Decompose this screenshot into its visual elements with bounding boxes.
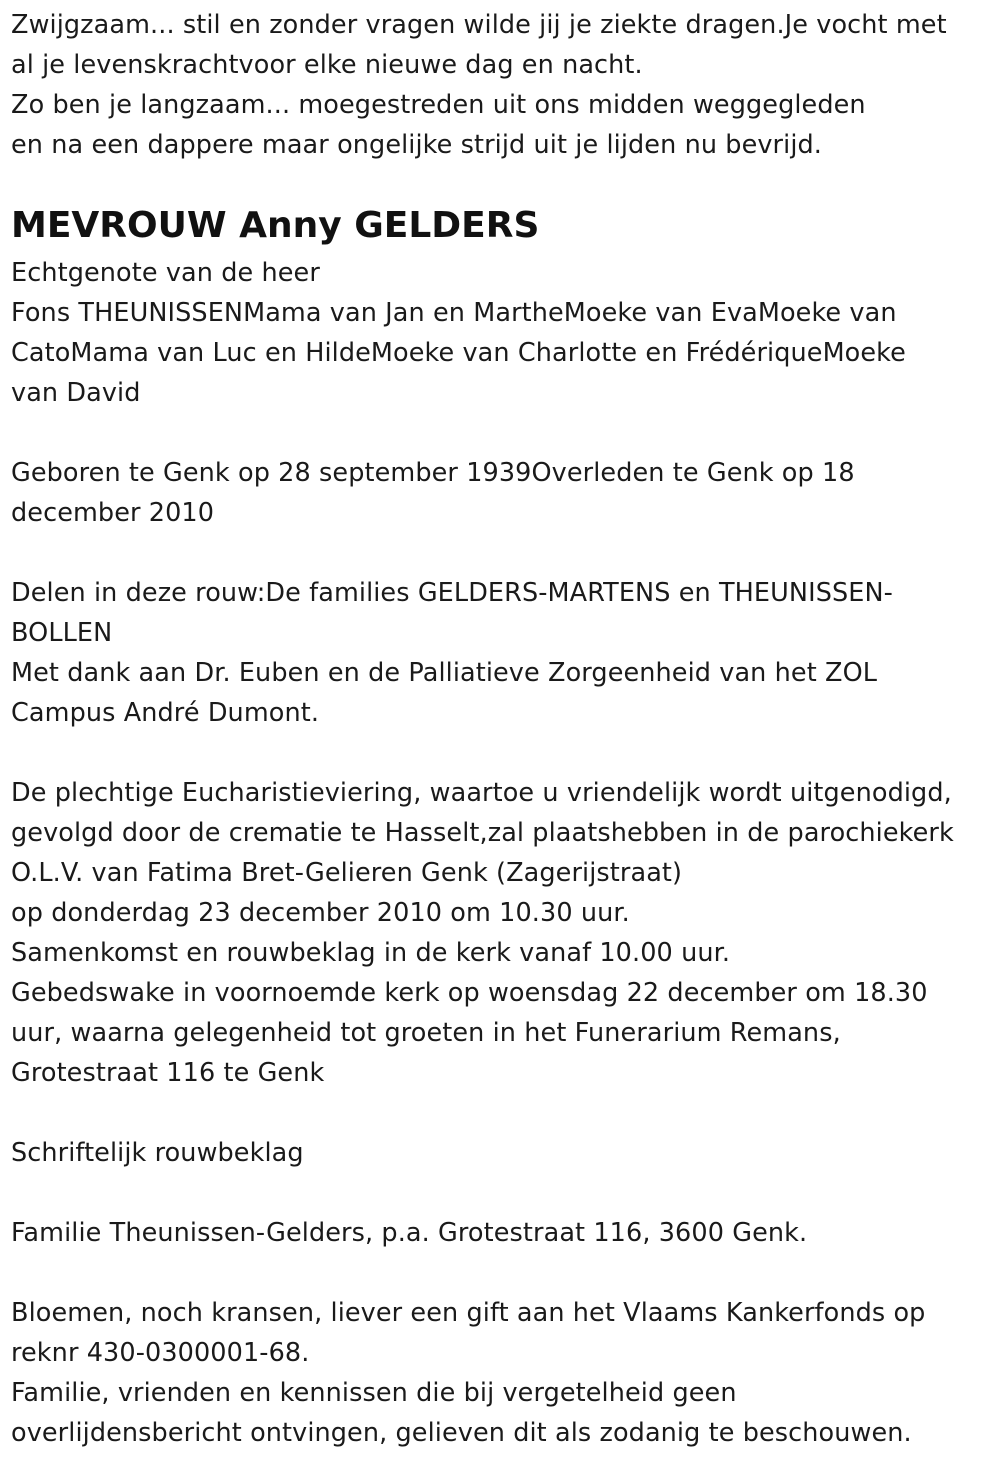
deceased-name-title: MEVROUW Anny GELDERS — [11, 205, 540, 246]
poem-line: Zwijgzaam... stil en zonder vragen wilde jij je ziekte dragen.Je vocht met — [11, 10, 947, 40]
condolence-heading: Schriftelijk rouwbeklag — [11, 1138, 304, 1168]
poem-line: Zo ben je langzaam... moegestreden uit ons midden weggegleden — [11, 90, 866, 120]
family-address: Familie Theunissen-Gelders, p.a. Grotestraat 116, 3600 Genk. — [11, 1218, 808, 1248]
mourning-line: Met dank aan Dr. Euben en de Palliatieve Zorgeenheid van het ZOL — [11, 658, 878, 688]
poem-line: en na een dappere maar ongelijke strijd uit je lijden nu bevrijd. — [11, 130, 823, 160]
ceremony-line: op donderdag 23 december 2010 om 10.30 uur. — [11, 898, 630, 928]
flowers-line: overlijdensbericht ontvingen, gelieven dit als zodanig te beschouwen. — [11, 1418, 912, 1448]
ceremony-line: Gebedswake in voornoemde kerk op woensdag 22 december om 18.30 — [11, 978, 928, 1008]
family-line: van David — [11, 378, 141, 408]
ceremony-line: uur, waarna gelegenheid tot groeten in het Funerarium Remans, — [11, 1018, 841, 1048]
flowers-line: reknr 430-0300001-68. — [11, 1338, 310, 1368]
family-line: Fons THEUNISSENMama van Jan en MartheMoeke van EvaMoeke van — [11, 298, 897, 328]
family-line: CatoMama van Luc en HildeMoeke van Charlotte en FrédériqueMoeke — [11, 338, 906, 368]
ceremony-line: De plechtige Eucharistieviering, waartoe u vriendelijk wordt uitgenodigd, — [11, 778, 952, 808]
poem-line: al je levenskrachtvoor elke nieuwe dag en nacht. — [11, 50, 643, 80]
ceremony-line: Grotestraat 116 te Genk — [11, 1058, 325, 1088]
ceremony-line: O.L.V. van Fatima Bret-Gelieren Genk (Zagerijstraat) — [11, 858, 683, 888]
ceremony-line: gevolgd door de crematie te Hasselt,zal plaatshebben in de parochiekerk — [11, 818, 954, 848]
flowers-line: Familie, vrienden en kennissen die bij vergetelheid geen — [11, 1378, 737, 1408]
ceremony-line: Samenkomst en rouwbeklag in de kerk vanaf 10.00 uur. — [11, 938, 731, 968]
mourning-line: Delen in deze rouw:De families GELDERS-MARTENS en THEUNISSEN- — [11, 578, 893, 608]
dates-line: Geboren te Genk op 28 september 1939Overleden te Genk op 18 — [11, 458, 855, 488]
mourning-line: BOLLEN — [11, 618, 113, 648]
mourning-line: Campus André Dumont. — [11, 698, 320, 728]
flowers-line: Bloemen, noch kransen, liever een gift aan het Vlaams Kankerfonds op — [11, 1298, 926, 1328]
dates-line: december 2010 — [11, 498, 215, 528]
family-line: Echtgenote van de heer — [11, 258, 320, 288]
